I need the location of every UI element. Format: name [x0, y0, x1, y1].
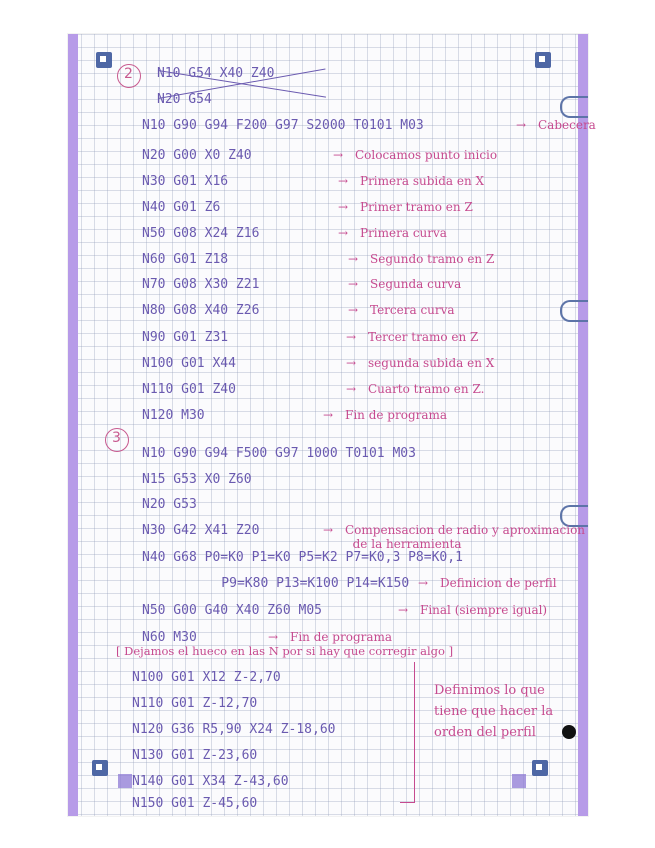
- code-line: N120 M30: [142, 408, 205, 423]
- profile-code-line: N150 G01 Z-45,60: [132, 796, 258, 811]
- code-annotation: Colocamos punto inicio: [355, 148, 498, 162]
- arrow-icon: →: [348, 277, 359, 291]
- crossed-code-line: N10 G54 X40 Z40: [157, 66, 275, 81]
- code-annotation: Segunda curva: [370, 277, 462, 291]
- code-line: N40 G01 Z6: [142, 200, 221, 215]
- code-annotation: Primera curva: [360, 226, 447, 240]
- code-line: N40 G68 P0=K0 P1=K0 P5=K2 P7=K0,3 P8=K0,1: [142, 550, 463, 565]
- arrow-icon: →: [346, 382, 357, 396]
- code-line: N80 G08 X40 Z26: [142, 303, 260, 318]
- arrow-icon: →: [338, 226, 349, 240]
- arrow-icon: →: [346, 330, 357, 344]
- arrow-icon: →: [398, 603, 409, 617]
- arrow-icon: →: [338, 200, 349, 214]
- corner-square-icon: [118, 774, 132, 788]
- code-annotation: Definicion de perfil: [440, 576, 557, 590]
- right-binding-strip: [578, 34, 588, 816]
- arrow-icon: →: [418, 576, 429, 590]
- corner-marker-icon: [532, 760, 548, 776]
- section-badge: 2: [124, 66, 133, 82]
- crossed-code-line: N20 G54: [157, 92, 212, 107]
- code-line: N20 G53: [142, 497, 197, 512]
- arrow-icon: →: [516, 118, 527, 132]
- code-annotation: Fin de programa: [290, 630, 393, 644]
- code-line: N100 G01 X44: [142, 356, 236, 371]
- arrow-icon: →: [333, 148, 344, 162]
- code-line: N50 G08 X24 Z16: [142, 226, 260, 241]
- code-annotation: Cabecera: [538, 118, 596, 132]
- arrow-icon: →: [346, 356, 357, 370]
- profile-code-line: N120 G36 R5,90 X24 Z-18,60: [132, 722, 336, 737]
- arrow-icon: →: [348, 303, 359, 317]
- code-line: N60 G01 Z18: [142, 252, 229, 267]
- arrow-icon: →: [268, 630, 279, 644]
- corner-square-icon: [512, 774, 526, 788]
- code-annotation: segunda subida en X: [368, 356, 495, 370]
- left-binding-strip: [68, 34, 78, 816]
- corner-marker-icon: [92, 760, 108, 776]
- corner-marker-icon: [96, 52, 112, 68]
- arrow-icon: →: [323, 408, 334, 422]
- code-line: N10 G90 G94 F200 G97 S2000 T0101 M03: [142, 118, 424, 133]
- arrow-icon: →: [348, 252, 359, 266]
- punch-hole-icon: [560, 96, 588, 118]
- bracket-note: [ Dejamos el hueco en las N por si hay que corregir algo ]: [116, 644, 454, 658]
- profile-bracket: [400, 662, 415, 803]
- code-line: N90 G01 Z31: [142, 330, 229, 345]
- code-line: N30 G01 X16: [142, 174, 229, 189]
- section-badge: 3: [112, 430, 121, 446]
- code-line: P9=K80 P13=K100 P14=K150: [190, 576, 410, 591]
- punch-hole-icon: [560, 300, 588, 322]
- profile-code-line: N130 G01 Z-23,60: [132, 748, 258, 763]
- code-annotation: Compensacion de radio y aproximacion de la herramienta: [345, 523, 586, 551]
- profile-code-line: N140 G01 X34 Z-43,60: [132, 774, 289, 789]
- profile-code-line: N100 G01 X12 Z-2,70: [132, 670, 281, 685]
- code-annotation: Primera subida en X: [360, 174, 485, 188]
- code-annotation: Primer tramo en Z: [360, 200, 473, 214]
- code-line: N110 G01 Z40: [142, 382, 236, 397]
- profile-side-note: Definimos lo que tiene que hacer la orden del perfil: [434, 683, 554, 740]
- code-line: N20 G00 X0 Z40: [142, 148, 252, 163]
- arrow-icon: →: [338, 174, 349, 188]
- binder-dot-icon: [562, 725, 576, 739]
- corner-marker-icon: [535, 52, 551, 68]
- code-line: N15 G53 X0 Z60: [142, 472, 252, 487]
- code-annotation: Tercer tramo en Z: [368, 330, 479, 344]
- code-annotation: Tercera curva: [370, 303, 455, 317]
- code-line: N10 G90 G94 F500 G97 1000 T0101 M03: [142, 446, 416, 461]
- code-annotation: Segundo tramo en Z: [370, 252, 495, 266]
- code-line: N50 G00 G40 X40 Z60 M05: [142, 603, 323, 618]
- arrow-icon: →: [323, 523, 334, 537]
- code-annotation: Cuarto tramo en Z.: [368, 382, 485, 396]
- code-annotation: Final (siempre igual): [420, 603, 548, 617]
- code-line: N70 G08 X30 Z21: [142, 277, 260, 292]
- profile-code-line: N110 G01 Z-12,70: [132, 696, 258, 711]
- code-line: N30 G42 X41 Z20: [142, 523, 260, 538]
- code-annotation: Fin de programa: [345, 408, 448, 422]
- code-line: N60 M30: [142, 630, 197, 645]
